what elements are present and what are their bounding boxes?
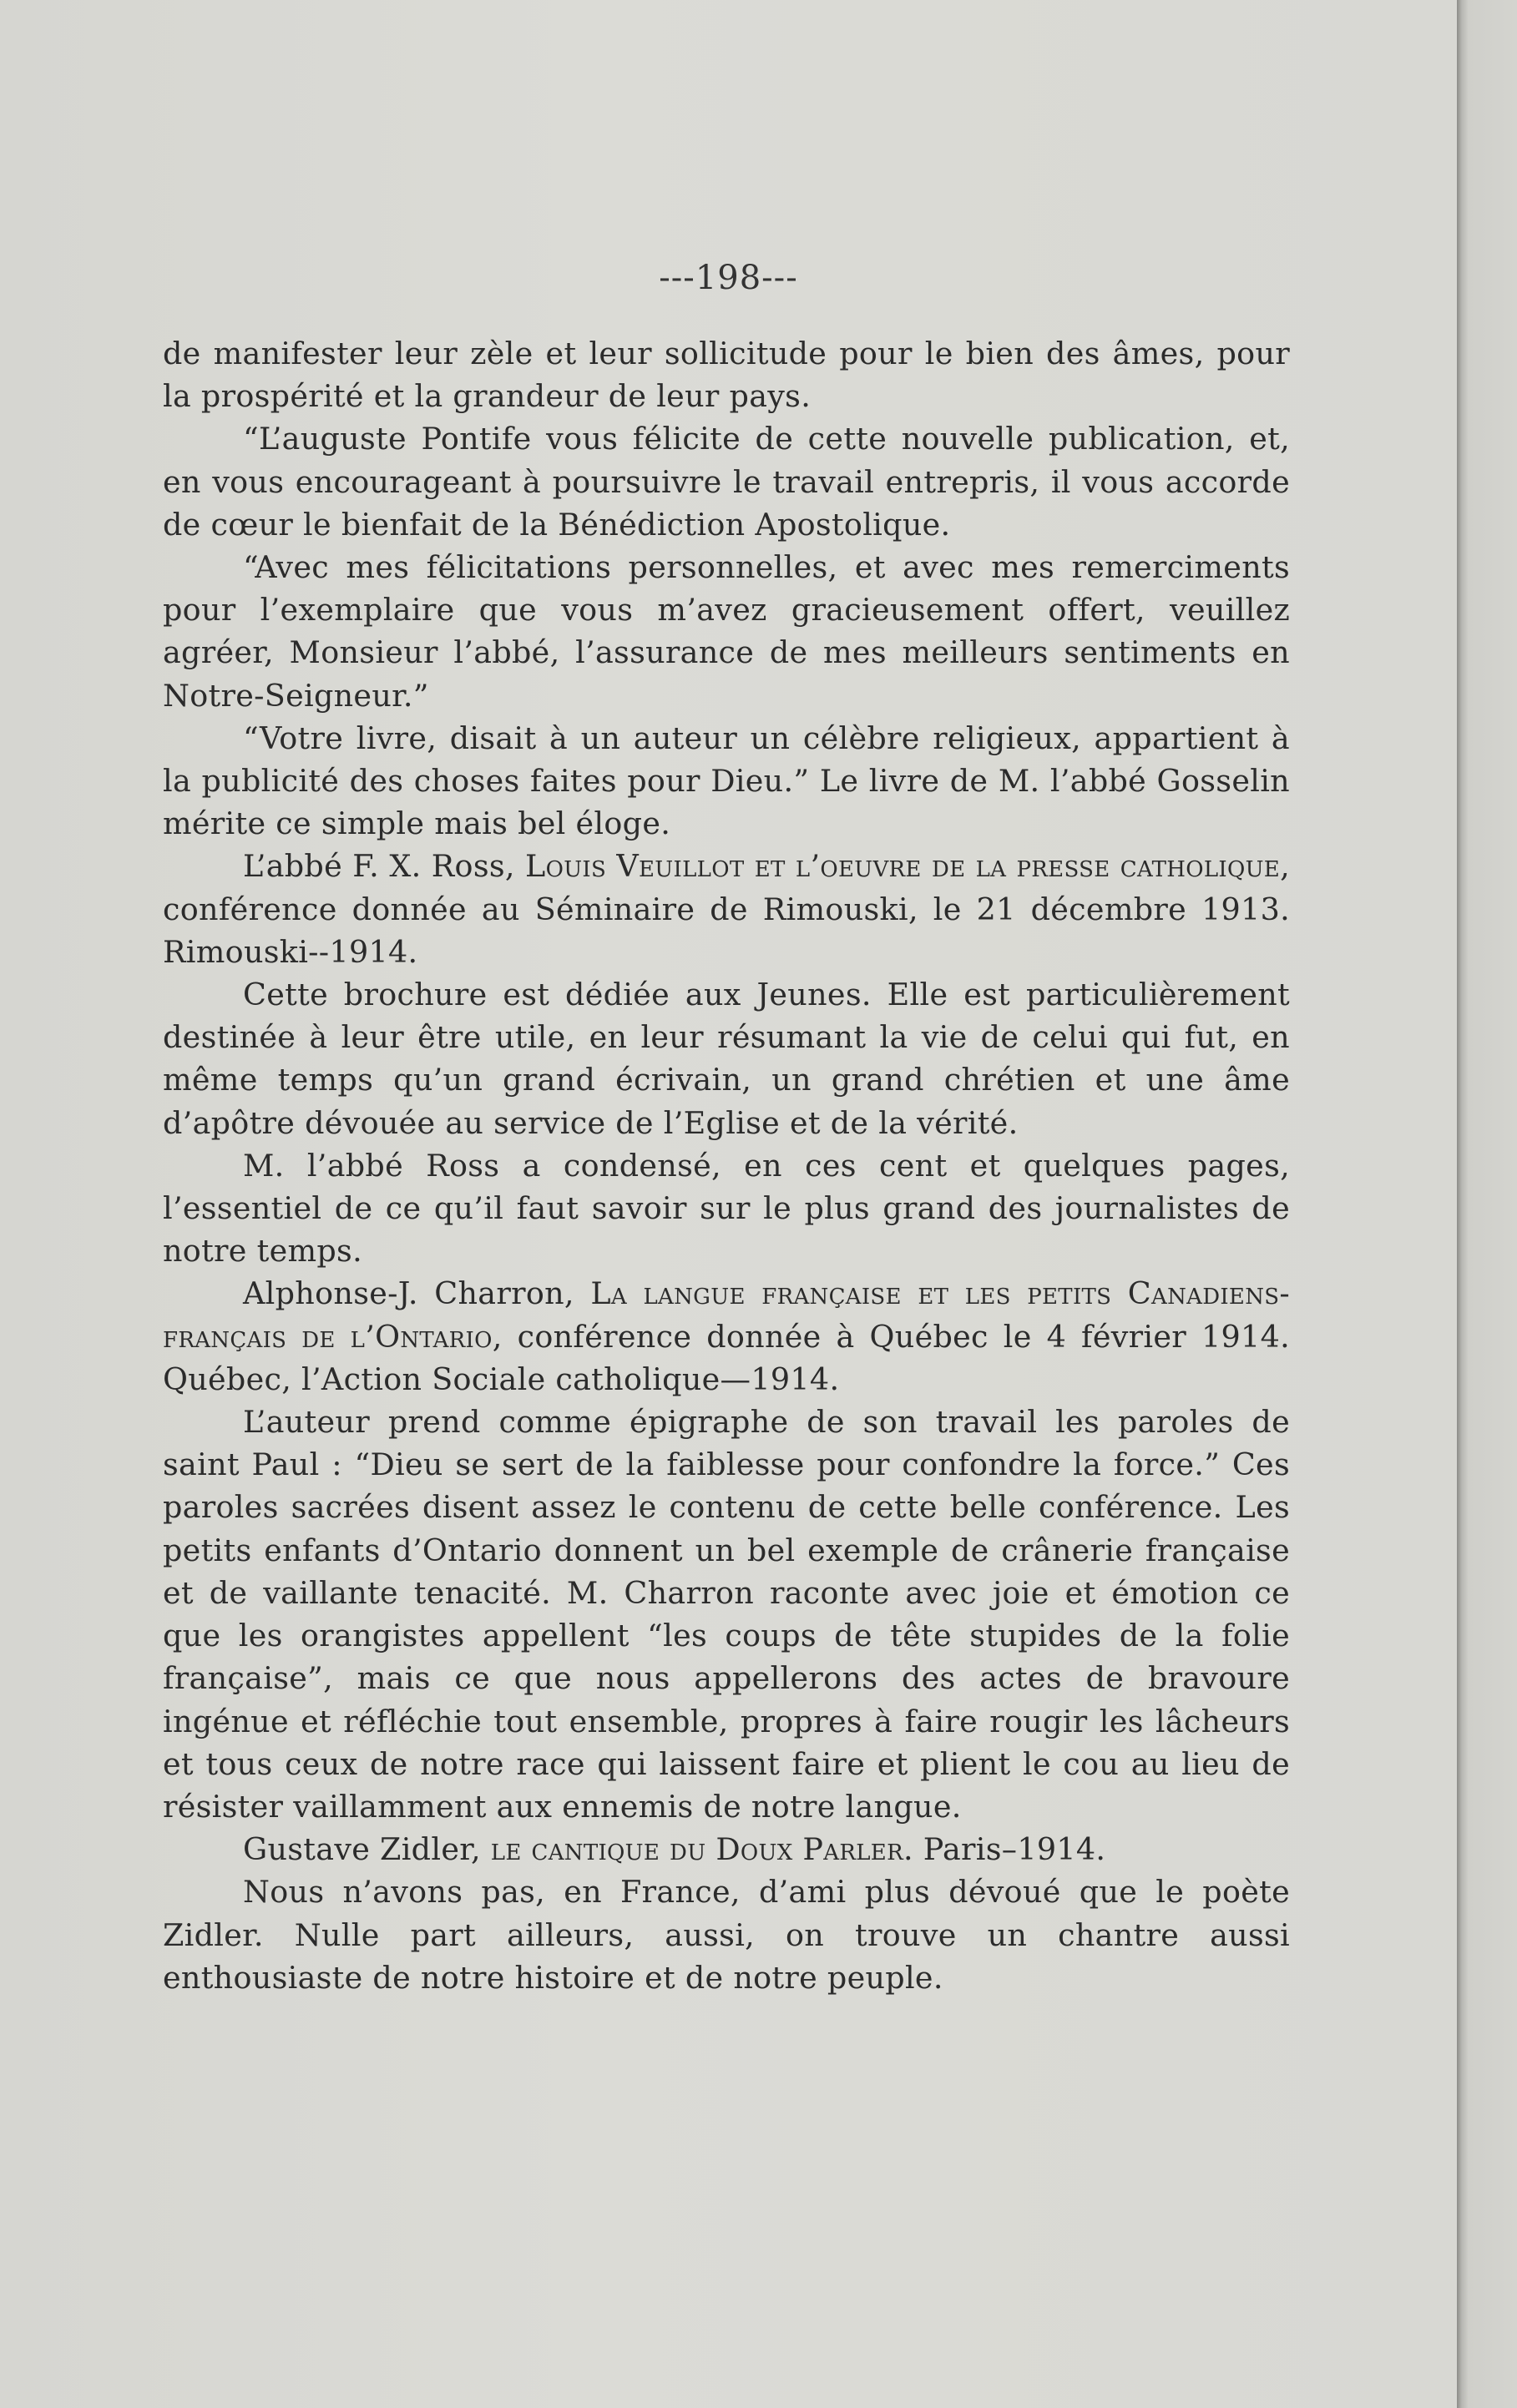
citation-title: le cantique du Doux Parler	[490, 1831, 903, 1868]
page-binding-edge	[1457, 0, 1517, 2408]
paragraph-felicitations-quote: “Avec mes félicitations personnelles, et avec mes remerciments pour l’exemplaire que vous m’avez gracieusement offert, veuillez agréer, Monsieur l’abbé, l’assurance de mes meilleurs sentiments en Notre-Seigneur.”	[163, 549, 1290, 714]
citation-title: La langue française et les petits Canadiens-français de l’Ontario	[163, 1275, 1290, 1355]
citation-author: L’abbé F. X. Ross,	[243, 848, 526, 885]
citation-details: , conférence donnée au Séminaire de Rimouski, le 21 décembre 1913. Rimouski--1914.	[163, 848, 1290, 970]
paragraph-continuation: de manifester leur zèle et leur sollicitude pour le bien des âmes, pour la prospérité et la grandeur de leur pays.	[163, 336, 1290, 415]
paragraph-ross-condense: M. l’abbé Ross a condensé, en ces cent et quelques pages, l’essentiel de ce qu’il faut savoir sur le plus grand des journalistes de notre temps.	[163, 1147, 1290, 1270]
paragraph-zidler-citation	[163, 1828, 1290, 1870]
body-text	[163, 332, 1290, 1999]
paragraph-pontife-quote: “L’auguste Pontife vous félicite de cette nouvelle publication, et, en vous encourageant à poursuivre le travail entrepris, il vous accorde de cœur le bienfait de la Bénédiction Apostolique.	[163, 421, 1290, 543]
citation-details: , conférence donnée à Québec le 4 février 1914. Québec, l’Action Sociale catholique—1914.	[163, 1318, 1290, 1397]
paragraph-charron-citation	[163, 1272, 1290, 1401]
page-number: ---198---	[659, 259, 798, 297]
citation-title: Louis Veuillot et l’oeuvre de la presse catholique	[525, 848, 1281, 885]
paragraph-zidler: Nous n’avons pas, en France, d’ami plus dévoué que le poète Zidler. Nulle part ailleurs, aussi, on trouve un chantre aussi enthousiaste de notre histoire et de notre peuple.	[163, 1874, 1290, 1996]
citation-author: Alphonse-J. Charron,	[243, 1275, 591, 1312]
citation-author: Gustave Zidler,	[243, 1831, 491, 1868]
citation-details: . Paris–1914.	[903, 1831, 1106, 1868]
paragraph-brochure: Cette brochure est dédiée aux Jeunes. Elle est particulièrement destinée à leur être utile, en leur résumant la vie de celui qui fut, en même temps qu’un grand écrivain, un grand chrétien et une âme d’apôtre dévouée au service de l’Eglise et de la vérité.	[163, 977, 1290, 1141]
paragraph-votre-livre: “Votre livre, disait à un auteur un célèbre religieux, appartient à la publicité des choses faites pour Dieu.” Le livre de M. l’abbé Gosselin mérite ce simple mais bel éloge.	[163, 719, 1290, 842]
paragraph-epigraphe: L’auteur prend comme épigraphe de son travail les paroles de saint Paul : “Dieu se sert de la faiblesse pour confondre la force.” Ces paroles sacrées disent assez le contenu de cette belle conférence. Les petits enfants d’Ontario donnent un bel exemple de crânerie française et de vaillante tenacité. M. Charron raconte avec joie et émotion ce que les orangistes appellent “les coups de tête stupides de la folie française”, mais ce que nous appellerons des actes de bravoure ingénue et réfléchie tout ensemble, propres à faire rougir les lâcheurs et tous ceux de notre race qui laissent faire et plient le cou au lieu de résister vaillamment aux ennemis de notre langue.	[163, 1404, 1290, 1825]
paragraph-ross-citation	[163, 845, 1290, 973]
